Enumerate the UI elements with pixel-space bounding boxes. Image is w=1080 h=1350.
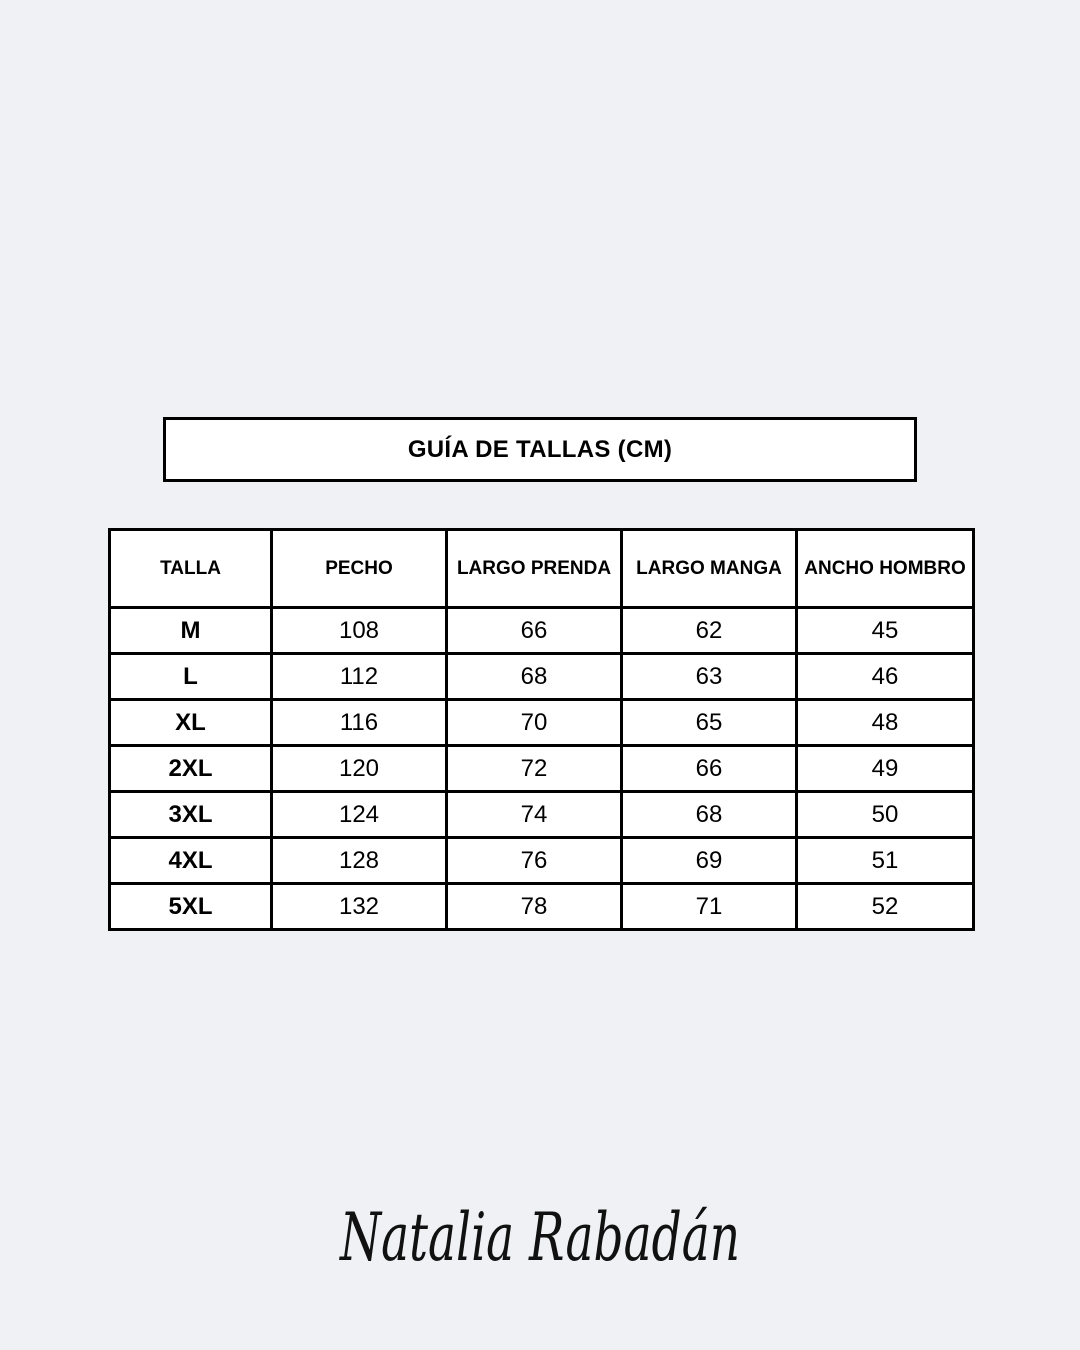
sleeve-length-cell: 62 [622,608,797,654]
size-cell: XL [110,700,272,746]
size-cell: 5XL [110,884,272,930]
signature-logo [0,1178,1080,1288]
sleeve-length-cell: 66 [622,746,797,792]
sleeve-length-cell: 65 [622,700,797,746]
garment-length-cell: 66 [447,608,622,654]
size-table [108,528,975,931]
column-header-largo-prenda: LARGO PRENDA [447,530,622,608]
garment-length-cell: 74 [447,792,622,838]
chest-cell: 124 [272,792,447,838]
size-cell: 4XL [110,838,272,884]
column-header-ancho-hombro: ANCHO HOMBRO [797,530,974,608]
size-cell: 2XL [110,746,272,792]
sleeve-length-cell: 63 [622,654,797,700]
table-row [110,746,974,792]
table-header-row [110,530,974,608]
garment-length-cell: 72 [447,746,622,792]
garment-length-cell: 78 [447,884,622,930]
shoulder-width-cell: 48 [797,700,974,746]
table-row [110,700,974,746]
table-row [110,792,974,838]
size-cell: L [110,654,272,700]
table-row [110,608,974,654]
shoulder-width-cell: 51 [797,838,974,884]
signature-text: Natalia Rabadán [338,1199,740,1276]
column-header-talla: TALLA [110,530,272,608]
chest-cell: 132 [272,884,447,930]
chest-cell: 120 [272,746,447,792]
sleeve-length-cell: 69 [622,838,797,884]
sleeve-length-cell: 68 [622,792,797,838]
column-header-largo-manga: LARGO MANGA [622,530,797,608]
table-row [110,884,974,930]
shoulder-width-cell: 50 [797,792,974,838]
shoulder-width-cell: 52 [797,884,974,930]
shoulder-width-cell: 49 [797,746,974,792]
size-guide-title-box [163,417,917,482]
chest-cell: 112 [272,654,447,700]
garment-length-cell: 76 [447,838,622,884]
sleeve-length-cell: 71 [622,884,797,930]
size-cell: 3XL [110,792,272,838]
chest-cell: 108 [272,608,447,654]
garment-length-cell: 68 [447,654,622,700]
table-row [110,654,974,700]
shoulder-width-cell: 45 [797,608,974,654]
column-header-pecho: PECHO [272,530,447,608]
chest-cell: 116 [272,700,447,746]
garment-length-cell: 70 [447,700,622,746]
signature-script [320,1178,760,1288]
shoulder-width-cell: 46 [797,654,974,700]
page-title: GUÍA DE TALLAS (CM) [407,435,673,463]
table-row [110,838,974,884]
size-cell: M [110,608,272,654]
chest-cell: 128 [272,838,447,884]
